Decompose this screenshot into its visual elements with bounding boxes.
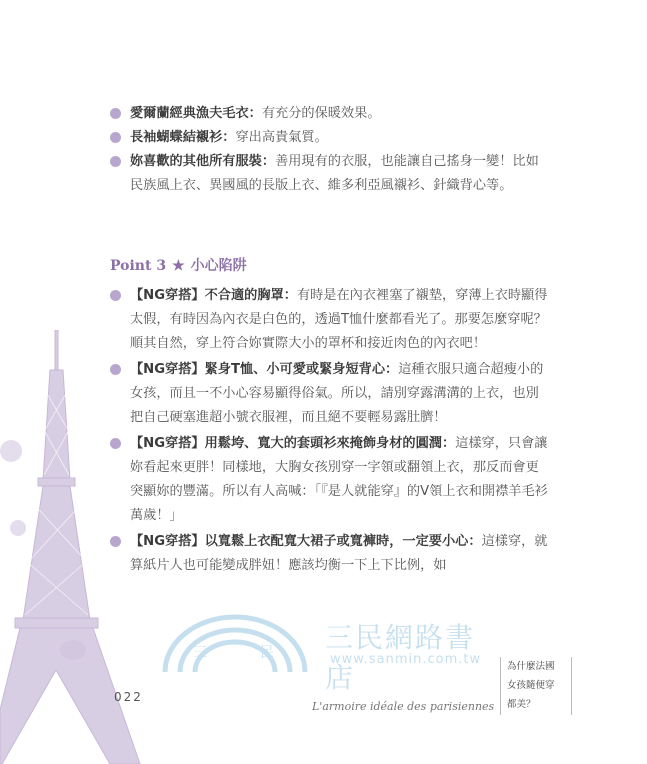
ng-tag: 【NG穿搭】 [130, 288, 205, 303]
item-text: 有時是在內衣裡塞了襯墊，穿薄上衣時顯得太假，有時因為內衣是白色的，透過T恤什麼都看光了。那要怎麼穿呢？順其自然，穿上符合妳實際大小的罩杯和接近肉色的內衣吧！ [130, 288, 548, 351]
item-text: 這樣穿，只會讓妳看起來更胖！同樣地，大胸女孩別穿一字領或翻領上衣，那反而會更突顯妳的豐滿。所以有人高喊：「『是人就能穿』的V領上衣和開襟羊毛衫萬歲！」 [130, 436, 548, 523]
item-heading: 長袖蝴蝶結襯衫： [130, 130, 236, 145]
watermark-url: www.sanmin.com.tw [330, 652, 482, 667]
list-item [110, 126, 550, 150]
list-item [110, 358, 550, 430]
ng-tag: 【NG穿搭】 [130, 362, 205, 377]
running-title-box [500, 657, 572, 715]
running-title-line: 為什麼法國 [507, 661, 555, 672]
item-text: 這樣穿，就算紙片人也可能變成胖妞！應該均衡一下上下比例，如 [130, 534, 548, 573]
top-bullet-list [110, 102, 550, 198]
bullet-dot-icon [110, 438, 121, 449]
running-title-line: 都美？ [507, 699, 536, 710]
bullet-dot-icon [110, 156, 121, 167]
section-heading [110, 255, 247, 275]
list-item [110, 530, 550, 578]
bullet-dot-icon [110, 108, 121, 119]
rainbow-logo-icon [160, 612, 310, 672]
item-heading: 用鬆垮、寬大的套頭衫來掩飾身材的圓潤： [204, 436, 456, 451]
list-item [110, 150, 550, 198]
ng-tag: 【NG穿搭】 [130, 436, 205, 451]
bullet-dot-icon [110, 364, 121, 375]
star-icon: ★ [172, 258, 185, 274]
sanmin-watermark [160, 612, 500, 694]
script-caption: L'armoire idéale des parisiennes [312, 700, 495, 713]
item-heading: 不合適的胸罩： [204, 288, 297, 303]
item-text: 這種衣服只適合超瘦小的女孩，而且一不小心容易顯得俗氣。所以，請別穿露溝溝的上衣，也別把自己硬塞進超小號衣服裡，而且絕不要輕易露肚臍！ [130, 362, 544, 425]
bullet-dot-icon [110, 290, 121, 301]
item-text: 有充分的保暖效果。 [261, 106, 381, 121]
item-heading: 妳喜歡的其他所有服裝： [130, 154, 276, 169]
item-text: 穿出高貴氣質。 [235, 130, 328, 145]
item-heading: 以寬鬆上衣配寬大裙子或寬褲時，一定要小心： [204, 534, 482, 549]
ng-outfit-list [110, 284, 550, 580]
running-title-line: 女孩隨便穿 [507, 680, 555, 691]
watermark-char: 三 [193, 645, 207, 661]
page-number: 022 [114, 690, 143, 704]
section-label: Point 3 [110, 258, 167, 274]
bullet-dot-icon [110, 132, 121, 143]
item-heading: 愛爾蘭經典漁夫毛衣： [130, 106, 262, 121]
watermark-char: 民 [260, 645, 274, 661]
list-item [110, 432, 550, 528]
ng-tag: 【NG穿搭】 [130, 534, 205, 549]
bullet-dot-icon [110, 536, 121, 547]
list-item [110, 102, 550, 126]
section-title: 小心陷阱 [190, 258, 247, 274]
item-text: 善用現有的衣服，也能讓自己搖身一變！比如民族風上衣、異國風的長版上衣、維多利亞風襯衫、針織背心等。 [130, 154, 539, 193]
item-heading: 緊身T恤、小可愛或緊身短背心： [204, 362, 399, 377]
list-item [110, 284, 550, 356]
watermark-name: 三民網路書店 [325, 621, 476, 694]
